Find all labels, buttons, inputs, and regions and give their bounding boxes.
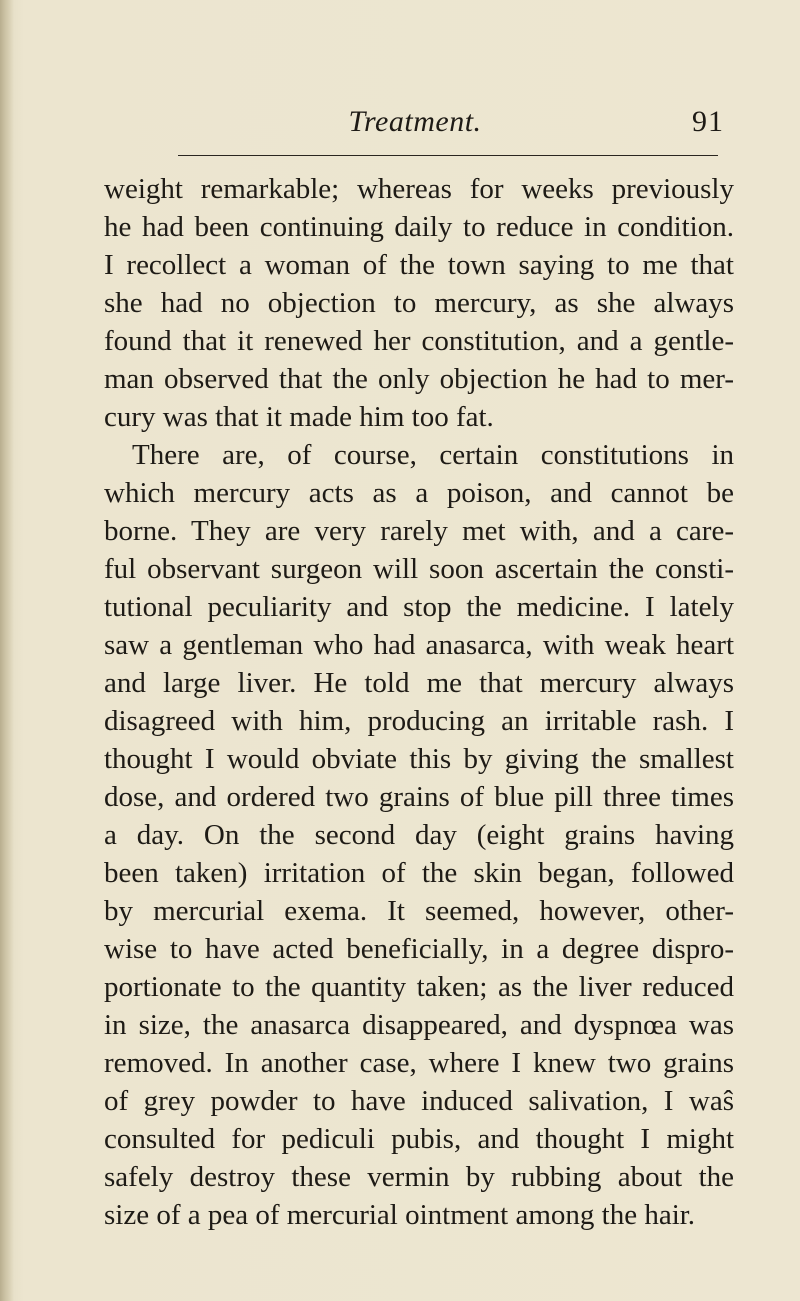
- text-line: dose, and ordered two grains of blue pill three times: [104, 781, 734, 813]
- text-line: a day. On the second day (eight grains having: [104, 819, 734, 851]
- text-line: of grey powder to have induced salivation, I waŝ: [104, 1085, 734, 1117]
- text-line: wise to have acted beneficially, in a degree dispro-: [104, 933, 734, 965]
- text-line: been taken) irritation of the skin began, followed: [104, 857, 734, 889]
- header-rule: [178, 155, 718, 156]
- text-line: removed. In another case, where I knew two grains: [104, 1047, 734, 1079]
- text-line: she had no objection to mercury, as she always: [104, 287, 734, 319]
- text-line: I recollect a woman of the town saying to me that: [104, 249, 734, 281]
- text-line: weight remarkable; whereas for weeks previously: [104, 173, 734, 205]
- text-line: portionate to the quantity taken; as the liver reduced: [104, 971, 734, 1003]
- text-line-paragraph-start: There are, of course, certain constitutions in: [132, 439, 734, 471]
- text-line: consulted for pediculi pubis, and thought I might: [104, 1123, 734, 1155]
- text-line: safely destroy these vermin by rubbing about the: [104, 1161, 734, 1193]
- binding-gutter-shadow: [0, 0, 14, 1301]
- text-line: thought I would obviate this by giving the smallest: [104, 743, 734, 775]
- text-line: cury was that it made him too fat.: [104, 401, 494, 433]
- text-line: disagreed with him, producing an irritable rash. I: [104, 705, 734, 737]
- text-line: he had been continuing daily to reduce in condition.: [104, 211, 734, 243]
- text-line: tutional peculiarity and stop the medicine. I lately: [104, 591, 734, 623]
- text-line: ful observant surgeon will soon ascertain the consti-: [104, 553, 734, 585]
- text-line: which mercury acts as a poison, and cannot be: [104, 477, 734, 509]
- text-line: and large liver. He told me that mercury always: [104, 667, 734, 699]
- body-text: [104, 170, 734, 1234]
- text-line: borne. They are very rarely met with, and a care-: [104, 515, 734, 547]
- running-title: Treatment.: [348, 105, 482, 138]
- text-line: size of a pea of mercurial ointment among the hair.: [104, 1199, 696, 1231]
- text-line: man observed that the only objection he had to mer-: [104, 363, 734, 395]
- text-line: by mercurial exema. It seemed, however, other-: [104, 895, 734, 927]
- text-line: found that it renewed her constitution, and a gentle-: [104, 325, 734, 357]
- page-number: 91: [692, 105, 724, 138]
- text-line: saw a gentleman who had anasarca, with weak heart: [104, 629, 734, 661]
- text-line: in size, the anasarca disappeared, and dyspnœa was: [104, 1009, 734, 1041]
- running-head: [104, 102, 726, 142]
